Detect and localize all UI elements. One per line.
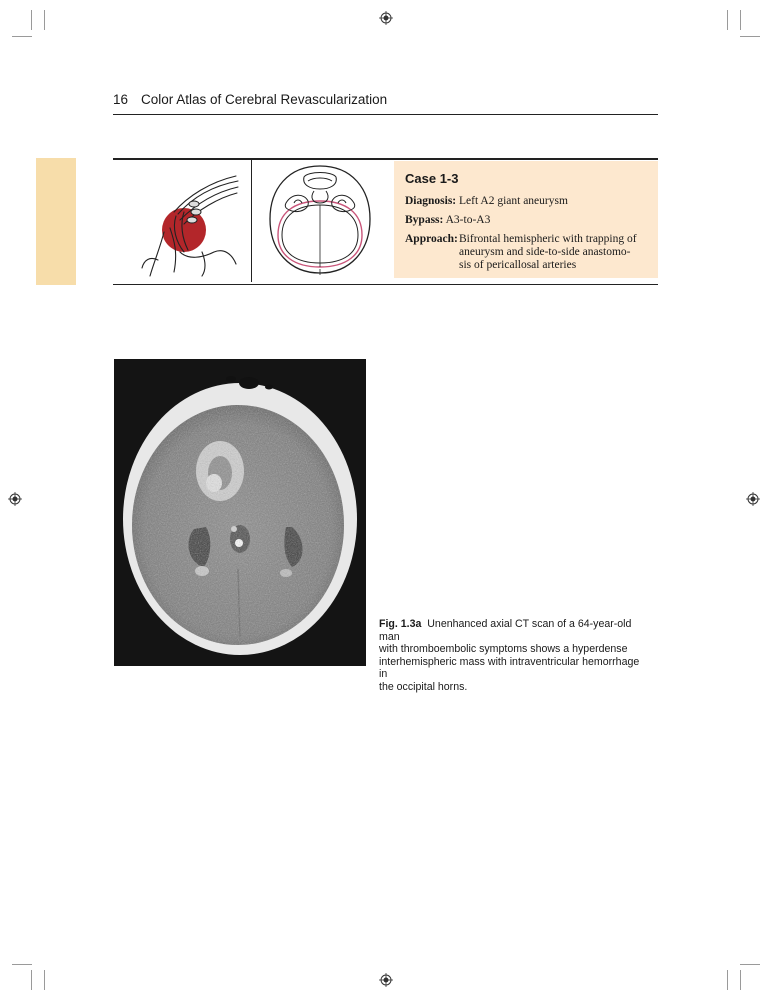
- bypass-value: A3-to-A3: [445, 214, 491, 226]
- registration-mark-left: [8, 492, 22, 506]
- registration-mark-bottom: [379, 973, 393, 987]
- approach-value-line: Bifrontal hemispheric with trapping of: [459, 233, 637, 245]
- figure-label: Fig. 1.3a: [379, 618, 422, 630]
- caption-text: Unenhanced axial CT scan of a 64-year-old man: [379, 618, 632, 643]
- approach-line: [405, 233, 659, 271]
- diagnosis-line: [405, 195, 568, 208]
- figure-caption: [379, 618, 647, 694]
- running-header: [113, 92, 658, 115]
- caption-line: interhemispheric mass with intraventricular hemorrhage in: [379, 655, 640, 681]
- registration-mark-right: [746, 492, 760, 506]
- diagnosis-label: Diagnosis:: [405, 195, 457, 207]
- bypass-label: Bypass:: [405, 214, 444, 226]
- approach-label: Approach:: [405, 233, 458, 245]
- caption-line: the occipital horns.: [379, 680, 468, 693]
- approach-value-line: sis of pericallosal arteries: [459, 259, 577, 271]
- book-title: Color Atlas of Cerebral Revascularization: [141, 92, 388, 107]
- caption-line: [379, 618, 647, 643]
- approach-value: [459, 233, 659, 272]
- case-title: Case 1-3: [405, 171, 459, 186]
- page-number: 16: [113, 92, 129, 107]
- chapter-side-tab: [36, 158, 76, 285]
- craniotomy-illustration: [264, 163, 376, 277]
- registration-mark-top: [379, 11, 393, 25]
- caption-line: with thromboembolic symptoms shows a hyperdense: [379, 643, 628, 656]
- case-box-divider: [251, 160, 252, 282]
- case-info-panel: [394, 161, 658, 278]
- ct-scan-image: [114, 359, 366, 666]
- aneurysm-illustration: [140, 168, 244, 278]
- diagnosis-value: Left A2 giant aneurysm: [459, 195, 568, 207]
- approach-value-line: aneurysm and side-to-side anastomo-: [459, 246, 631, 258]
- bypass-line: [405, 214, 490, 227]
